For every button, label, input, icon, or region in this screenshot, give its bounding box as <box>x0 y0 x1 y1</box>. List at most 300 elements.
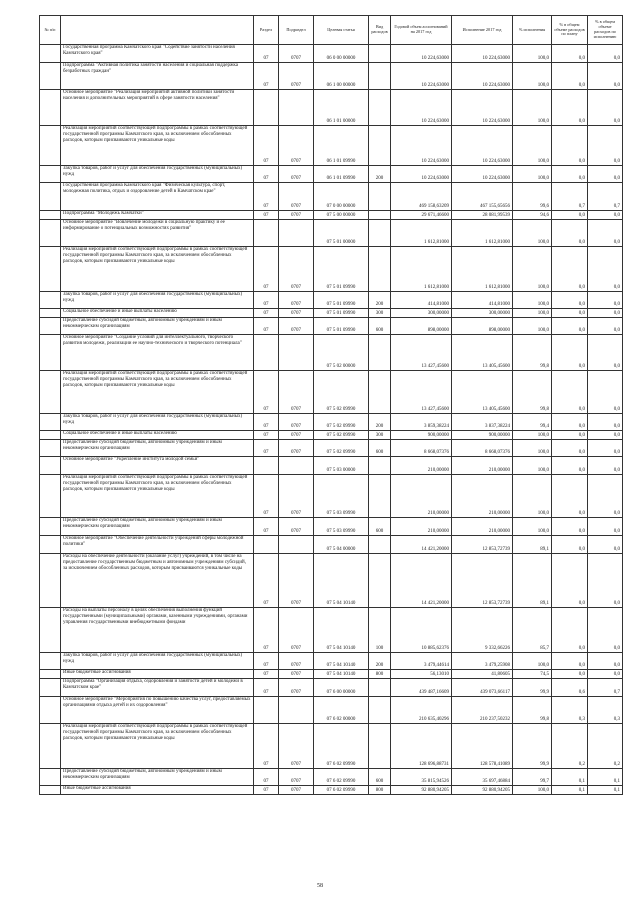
cell-podrazdel: 0707 <box>279 166 314 183</box>
cell-share-plan: 0,0 <box>552 45 588 63</box>
cell-target-article: 07 6 02 09990 <box>314 769 369 786</box>
cell-name: Основное мероприятие "Укрепление института молодой семьи" <box>61 457 254 475</box>
cell-share-fact: 0,0 <box>588 414 623 431</box>
cell-share-plan: 0,2 <box>552 724 588 769</box>
cell-expense-type: 800 <box>369 670 391 679</box>
cell-podrazdel: 0707 <box>279 670 314 679</box>
cell-pct: 100,0 <box>513 309 552 318</box>
cell-expense-type: 200 <box>369 414 391 431</box>
cell-name: Основное мероприятие "Создание условий для интеллектуального, творческого развития молодежи, реализации ее научно-технического и творческого потенциала" <box>61 335 254 371</box>
cell-name: Расходы на выплаты персоналу в целях обеспечения выполнения функций государственными (муниципальными) органами, казенными учреждениями, органами управления государственными внебюджетными фондами <box>61 608 254 653</box>
table-row <box>40 247 623 292</box>
cell-num <box>40 670 61 679</box>
cell-share-plan: 0,0 <box>552 309 588 318</box>
cell-share-plan: 0,0 <box>552 536 588 554</box>
cell-podrazdel: 0707 <box>279 653 314 670</box>
cell-share-fact: 0,0 <box>588 90 623 126</box>
cell-share-fact: 0,0 <box>588 653 623 670</box>
cell-plan: 128 696,88731 <box>391 724 452 769</box>
cell-razdel: 07 <box>254 679 279 697</box>
cell-share-fact: 0,1 <box>588 769 623 786</box>
header-target-article: Целевая статья <box>314 16 369 45</box>
cell-name: Основное мероприятие "Реализация мероприятий активной политики занятости населения и дополнительных мероприятий в сфере занятости населения" <box>61 90 254 126</box>
cell-razdel: 07 <box>254 211 279 220</box>
table-row <box>40 769 623 786</box>
cell-razdel: 07 <box>254 724 279 769</box>
cell-share-plan: 0,0 <box>552 554 588 608</box>
cell-plan: 8 668,07376 <box>391 440 452 457</box>
cell-fact: 13 405,45600 <box>452 335 513 371</box>
cell-razdel: 07 <box>254 554 279 608</box>
cell-share-plan: 0,0 <box>552 292 588 309</box>
cell-fact: 414,81000 <box>452 292 513 309</box>
cell-pct: 100,0 <box>513 45 552 63</box>
cell-pct: 100,0 <box>513 63 552 90</box>
cell-name: Предоставление субсидий бюджетным, автономным учреждениям и иным некоммерческим организациям <box>61 318 254 335</box>
cell-expense-type <box>369 554 391 608</box>
table-row <box>40 335 623 371</box>
table-row <box>40 475 623 518</box>
cell-share-plan: 0,0 <box>552 211 588 220</box>
cell-expense-type <box>369 457 391 475</box>
cell-pct: 100,0 <box>513 292 552 309</box>
cell-plan: 1 612,81000 <box>391 247 452 292</box>
cell-razdel <box>254 457 279 475</box>
cell-name: Иные бюджетные ассигнования <box>61 670 254 679</box>
cell-share-plan: 0,0 <box>552 653 588 670</box>
cell-expense-type <box>369 247 391 292</box>
cell-target-article: 07 5 04 10140 <box>314 608 369 653</box>
cell-razdel: 07 <box>254 63 279 90</box>
cell-num <box>40 292 61 309</box>
cell-plan: 469 158,63209 <box>391 183 452 211</box>
cell-plan: 300,00000 <box>391 309 452 318</box>
cell-fact: 10 224,63000 <box>452 166 513 183</box>
cell-podrazdel: 0707 <box>279 126 314 166</box>
cell-plan: 35 815,94526 <box>391 769 452 786</box>
cell-podrazdel <box>279 220 314 247</box>
cell-podrazdel: 0707 <box>279 475 314 518</box>
cell-pct: 74,5 <box>513 670 552 679</box>
cell-podrazdel: 0707 <box>279 679 314 697</box>
cell-share-fact: 0,0 <box>588 670 623 679</box>
cell-share-fact: 0,7 <box>588 679 623 697</box>
cell-plan: 10 224,63000 <box>391 126 452 166</box>
cell-target-article: 07 5 02 00000 <box>314 335 369 371</box>
cell-podrazdel: 0707 <box>279 608 314 653</box>
cell-expense-type: 600 <box>369 769 391 786</box>
cell-plan: 10 224,63000 <box>391 63 452 90</box>
cell-fact: 10 224,63000 <box>452 45 513 63</box>
cell-target-article: 07 5 01 09990 <box>314 318 369 335</box>
cell-num <box>40 183 61 211</box>
cell-share-plan: 0,0 <box>552 63 588 90</box>
cell-podrazdel <box>279 536 314 554</box>
cell-pct: 99,8 <box>513 371 552 414</box>
cell-name: Социальное обеспечение и иные выплаты населению <box>61 431 254 440</box>
cell-share-fact: 0,3 <box>588 697 623 724</box>
cell-target-article: 07 5 02 09990 <box>314 440 369 457</box>
cell-plan: 210,00000 <box>391 518 452 536</box>
cell-podrazdel: 0707 <box>279 554 314 608</box>
cell-razdel: 07 <box>254 126 279 166</box>
cell-target-article: 06 1 00 00000 <box>314 63 369 90</box>
header-pct: % исполнения <box>513 16 552 45</box>
table-row <box>40 90 623 126</box>
table-row <box>40 183 623 211</box>
cell-expense-type <box>369 475 391 518</box>
cell-pct: 99,9 <box>513 724 552 769</box>
cell-expense-type <box>369 371 391 414</box>
cell-share-fact: 0,0 <box>588 371 623 414</box>
cell-podrazdel: 0707 <box>279 414 314 431</box>
cell-expense-type <box>369 697 391 724</box>
table-row <box>40 518 623 536</box>
cell-target-article: 07 5 03 00000 <box>314 457 369 475</box>
cell-expense-type <box>369 211 391 220</box>
cell-target-article: 07 5 01 09990 <box>314 309 369 318</box>
cell-pct: 100,0 <box>513 126 552 166</box>
cell-razdel: 07 <box>254 183 279 211</box>
cell-target-article: 06 1 01 09990 <box>314 126 369 166</box>
budget-table <box>39 15 623 795</box>
cell-target-article: 06 1 01 00000 <box>314 90 369 126</box>
cell-razdel <box>254 697 279 724</box>
cell-num <box>40 220 61 247</box>
cell-pct: 100,0 <box>513 318 552 335</box>
cell-expense-type: 600 <box>369 518 391 536</box>
cell-fact: 13 405,45600 <box>452 371 513 414</box>
cell-target-article: 07 5 02 09990 <box>314 431 369 440</box>
cell-plan: 414,81000 <box>391 292 452 309</box>
cell-expense-type: 200 <box>369 292 391 309</box>
cell-razdel: 07 <box>254 371 279 414</box>
cell-share-fact: 0,0 <box>588 318 623 335</box>
cell-share-fact: 0,0 <box>588 536 623 554</box>
cell-expense-type: 600 <box>369 440 391 457</box>
cell-target-article: 07 6 02 09990 <box>314 786 369 795</box>
cell-pct: 100,0 <box>513 90 552 126</box>
cell-plan: 29 671,46600 <box>391 211 452 220</box>
cell-name: Предоставление субсидий бюджетным, автономным учреждениям и иным некоммерческим организациям <box>61 769 254 786</box>
header-name <box>61 16 254 45</box>
cell-target-article: 07 6 02 09990 <box>314 724 369 769</box>
cell-podrazdel: 0707 <box>279 431 314 440</box>
cell-share-fact: 0,0 <box>588 126 623 166</box>
table-row <box>40 679 623 697</box>
cell-share-fact: 0,0 <box>588 247 623 292</box>
table-row <box>40 670 623 679</box>
cell-fact: 210,00000 <box>452 457 513 475</box>
cell-expense-type <box>369 220 391 247</box>
cell-name: Государственная программа Камчатского края "Физическая культура, спорт, молодежная политика, отдых и оздоровление детей в Камчатском крае" <box>61 183 254 211</box>
cell-name: Подпрограмма "Молодежь Камчатки" <box>61 211 254 220</box>
cell-pct: 99,8 <box>513 335 552 371</box>
cell-razdel: 07 <box>254 786 279 795</box>
cell-share-plan: 0,6 <box>552 679 588 697</box>
cell-name: Реализация мероприятий соответствующей подпрограммы в рамках соответствующей государственной программы Камчатского края, за исключением обособленных расходов, которым присваиваются уникальные коды <box>61 724 254 769</box>
header-fact: Исполнение 2017 год <box>452 16 513 45</box>
cell-expense-type: 100 <box>369 608 391 653</box>
cell-share-fact: 0,0 <box>588 220 623 247</box>
cell-pct: 100,0 <box>513 457 552 475</box>
cell-pct: 100,0 <box>513 166 552 183</box>
cell-share-plan: 0,0 <box>552 457 588 475</box>
cell-target-article: 07 0 00 00000 <box>314 183 369 211</box>
table-row <box>40 724 623 769</box>
cell-podrazdel: 0707 <box>279 63 314 90</box>
cell-num <box>40 536 61 554</box>
cell-target-article: 07 5 03 09990 <box>314 518 369 536</box>
cell-plan: 14 421,20000 <box>391 554 452 608</box>
cell-fact: 28 081,99539 <box>452 211 513 220</box>
cell-pct: 99,9 <box>513 679 552 697</box>
cell-plan: 10 224,63000 <box>391 45 452 63</box>
header-plan: Годовой объем ассигнований на 2017 год <box>391 16 452 45</box>
cell-num <box>40 211 61 220</box>
cell-num <box>40 457 61 475</box>
cell-plan: 210,00000 <box>391 475 452 518</box>
cell-plan: 3 479,44614 <box>391 653 452 670</box>
table-row <box>40 554 623 608</box>
cell-expense-type: 300 <box>369 309 391 318</box>
cell-share-fact: 0,1 <box>588 786 623 795</box>
cell-fact: 12 853,72739 <box>452 536 513 554</box>
cell-share-plan: 0,0 <box>552 518 588 536</box>
cell-fact: 439 073,66117 <box>452 679 513 697</box>
cell-name: Закупка товаров, работ и услуг для обеспечения государственных (муниципальных) нужд <box>61 292 254 309</box>
cell-target-article: 07 5 04 00000 <box>314 536 369 554</box>
cell-plan: 439 487,16609 <box>391 679 452 697</box>
table-row <box>40 292 623 309</box>
cell-num <box>40 475 61 518</box>
cell-plan: 900,00000 <box>391 431 452 440</box>
cell-podrazdel: 0707 <box>279 371 314 414</box>
cell-share-plan: 0,1 <box>552 786 588 795</box>
cell-pct: 100,0 <box>513 440 552 457</box>
page-number: 58 <box>317 883 323 889</box>
cell-expense-type: 200 <box>369 166 391 183</box>
header-expense-type: Вид расходов <box>369 16 391 45</box>
cell-podrazdel: 0707 <box>279 440 314 457</box>
cell-name: Иные бюджетные ассигнования <box>61 786 254 795</box>
table-row <box>40 536 623 554</box>
cell-num <box>40 769 61 786</box>
cell-share-fact: 0,0 <box>588 166 623 183</box>
header-num: № п/п <box>40 16 61 45</box>
cell-podrazdel: 0707 <box>279 309 314 318</box>
cell-fact: 9 332,66226 <box>452 608 513 653</box>
cell-podrazdel: 0707 <box>279 247 314 292</box>
cell-name: Предоставление субсидий бюджетным, автономным учреждениям и иным некоммерческим организациям <box>61 518 254 536</box>
cell-plan: 14 421,20000 <box>391 536 452 554</box>
cell-razdel: 07 <box>254 440 279 457</box>
cell-pct: 100,0 <box>513 653 552 670</box>
cell-fact: 10 224,63000 <box>452 63 513 90</box>
cell-podrazdel: 0707 <box>279 45 314 63</box>
cell-target-article: 06 0 00 00000 <box>314 45 369 63</box>
cell-razdel: 07 <box>254 318 279 335</box>
cell-fact: 1 612,81000 <box>452 247 513 292</box>
cell-razdel: 07 <box>254 45 279 63</box>
cell-name: Социальное обеспечение и иные выплаты населению <box>61 309 254 318</box>
cell-podrazdel: 0707 <box>279 518 314 536</box>
cell-num <box>40 724 61 769</box>
cell-podrazdel: 0707 <box>279 183 314 211</box>
cell-podrazdel <box>279 697 314 724</box>
cell-name: Предоставление субсидий бюджетным, автономным учреждениям и иным некоммерческим организациям <box>61 440 254 457</box>
header-row <box>40 16 623 45</box>
cell-razdel: 07 <box>254 608 279 653</box>
cell-razdel: 07 <box>254 475 279 518</box>
cell-num <box>40 518 61 536</box>
cell-share-fact: 0,0 <box>588 554 623 608</box>
cell-fact: 210,00000 <box>452 475 513 518</box>
cell-razdel: 07 <box>254 653 279 670</box>
cell-podrazdel: 0707 <box>279 211 314 220</box>
cell-podrazdel <box>279 457 314 475</box>
cell-target-article: 07 5 04 10140 <box>314 670 369 679</box>
cell-fact: 3 479,25908 <box>452 653 513 670</box>
cell-target-article: 07 5 01 09990 <box>314 292 369 309</box>
header-razdel: Раздел <box>254 16 279 45</box>
cell-num <box>40 247 61 292</box>
cell-share-plan: 0,0 <box>552 608 588 653</box>
cell-num <box>40 414 61 431</box>
cell-share-plan: 0,0 <box>552 440 588 457</box>
cell-expense-type: 600 <box>369 318 391 335</box>
cell-fact: 10 224,63000 <box>452 90 513 126</box>
cell-share-fact: 0,0 <box>588 309 623 318</box>
table-row <box>40 220 623 247</box>
cell-fact: 300,00000 <box>452 309 513 318</box>
cell-num <box>40 371 61 414</box>
cell-expense-type: 800 <box>369 786 391 795</box>
cell-razdel: 07 <box>254 414 279 431</box>
cell-fact: 92 880,94205 <box>452 786 513 795</box>
cell-name: Реализация мероприятий соответствующей подпрограммы в рамках соответствующей государственной программы Камчатского края, за исключением обособленных расходов, которым присваиваются уникальные коды <box>61 247 254 292</box>
cell-fact: 900,00000 <box>452 431 513 440</box>
cell-share-fact: 0,0 <box>588 45 623 63</box>
cell-pct: 100,0 <box>513 220 552 247</box>
cell-num <box>40 90 61 126</box>
cell-pct: 100,0 <box>513 786 552 795</box>
cell-share-plan: 0,0 <box>552 670 588 679</box>
cell-pct: 99,6 <box>513 183 552 211</box>
cell-share-plan: 0,0 <box>552 431 588 440</box>
table-row <box>40 318 623 335</box>
cell-plan: 10 885,62376 <box>391 608 452 653</box>
table-row <box>40 608 623 653</box>
cell-fact: 467 155,65656 <box>452 183 513 211</box>
cell-name: Реализация мероприятий соответствующей подпрограммы в рамках соответствующей государственной программы Камчатского края, за исключением обособленных расходов, которым присваиваются уникальные коды <box>61 126 254 166</box>
cell-podrazdel <box>279 90 314 126</box>
header-share-fact: % в общем объеме расходов по исполнению <box>588 16 623 45</box>
cell-target-article: 07 5 02 09990 <box>314 414 369 431</box>
cell-share-fact: 0,0 <box>588 475 623 518</box>
cell-expense-type: 200 <box>369 653 391 670</box>
cell-num <box>40 166 61 183</box>
cell-target-article: 07 5 00 00000 <box>314 211 369 220</box>
cell-num <box>40 786 61 795</box>
cell-plan: 13 427,45600 <box>391 371 452 414</box>
cell-razdel: 07 <box>254 518 279 536</box>
cell-fact: 898,00000 <box>452 318 513 335</box>
cell-fact: 41,80605 <box>452 670 513 679</box>
cell-plan: 92 880,94205 <box>391 786 452 795</box>
cell-plan: 10 224,63000 <box>391 166 452 183</box>
cell-name: Закупка товаров, работ и услуг для обеспечения государственных (муниципальных) нужд <box>61 414 254 431</box>
cell-num <box>40 45 61 63</box>
cell-pct: 99,8 <box>513 697 552 724</box>
cell-share-plan: 0,0 <box>552 126 588 166</box>
cell-pct: 99,4 <box>513 414 552 431</box>
cell-pct: 89,1 <box>513 536 552 554</box>
cell-target-article: 07 5 04 10140 <box>314 554 369 608</box>
cell-share-plan: 0,0 <box>552 335 588 371</box>
table-row <box>40 431 623 440</box>
cell-target-article: 07 6 00 00000 <box>314 679 369 697</box>
cell-plan: 210 635,40296 <box>391 697 452 724</box>
cell-pct: 94,6 <box>513 211 552 220</box>
cell-razdel: 07 <box>254 431 279 440</box>
cell-num <box>40 63 61 90</box>
cell-razdel: 07 <box>254 166 279 183</box>
table-row <box>40 697 623 724</box>
cell-num <box>40 318 61 335</box>
cell-share-plan: 0,0 <box>552 220 588 247</box>
table-row <box>40 45 623 63</box>
cell-share-plan: 0,1 <box>552 769 588 786</box>
cell-expense-type <box>369 679 391 697</box>
cell-share-fact: 0,0 <box>588 457 623 475</box>
cell-fact: 3 837,38224 <box>452 414 513 431</box>
cell-share-fact: 0,0 <box>588 63 623 90</box>
cell-target-article: 07 5 03 09990 <box>314 475 369 518</box>
cell-name: Реализация мероприятий соответствующей подпрограммы в рамках соответствующей государственной программы Камчатского края, за исключением обособленных расходов, которым присваиваются уникальные коды <box>61 475 254 518</box>
cell-fact: 128 578,41089 <box>452 724 513 769</box>
cell-plan: 898,00000 <box>391 318 452 335</box>
cell-share-fact: 0,0 <box>588 518 623 536</box>
cell-expense-type <box>369 126 391 166</box>
cell-podrazdel: 0707 <box>279 318 314 335</box>
cell-num <box>40 440 61 457</box>
cell-razdel: 07 <box>254 670 279 679</box>
cell-share-fact: 0,0 <box>588 292 623 309</box>
cell-razdel <box>254 90 279 126</box>
cell-num <box>40 335 61 371</box>
cell-razdel: 07 <box>254 292 279 309</box>
table-row <box>40 126 623 166</box>
cell-plan: 1 612,81000 <box>391 220 452 247</box>
cell-name: Закупка товаров, работ и услуг для обеспечения государственных (муниципальных) нужд <box>61 653 254 670</box>
cell-pct: 100,0 <box>513 431 552 440</box>
cell-podrazdel: 0707 <box>279 769 314 786</box>
table-body <box>40 45 623 795</box>
cell-target-article: 07 5 01 09990 <box>314 247 369 292</box>
cell-expense-type <box>369 90 391 126</box>
cell-share-plan: 0,7 <box>552 183 588 211</box>
cell-fact: 10 224,63000 <box>452 126 513 166</box>
cell-share-fact: 0,2 <box>588 724 623 769</box>
table-row <box>40 786 623 795</box>
cell-share-plan: 0,3 <box>552 697 588 724</box>
cell-share-fact: 0,0 <box>588 431 623 440</box>
cell-pct: 100,0 <box>513 475 552 518</box>
cell-expense-type <box>369 45 391 63</box>
cell-name: Реализация мероприятий соответствующей подпрограммы в рамках соответствующей государственной программы Камчатского края, за исключением обособленных расходов, которым присваиваются уникальные коды <box>61 371 254 414</box>
cell-fact: 35 697,46884 <box>452 769 513 786</box>
